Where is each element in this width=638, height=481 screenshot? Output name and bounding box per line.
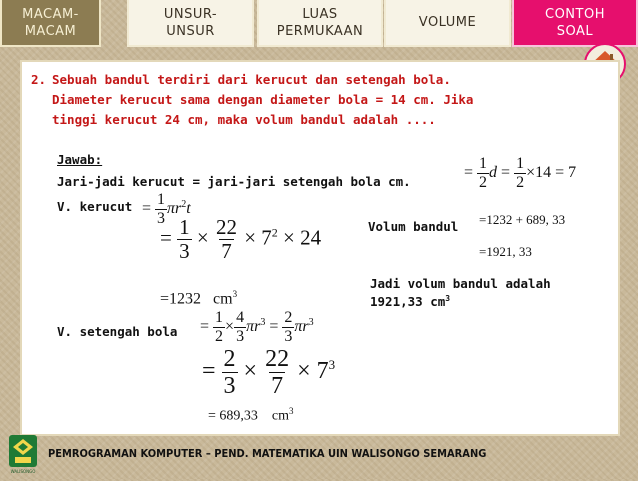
answer-heading: Jawab: <box>57 152 103 167</box>
cone-result: =1232 $cm^3$ <box>160 289 238 308</box>
conclusion-value: 1921,33 cm <box>370 294 446 310</box>
radius-formula: = $\frac{1}{2}$ d = $\frac{1}{2}$ ×14 = 7 <box>464 155 577 191</box>
tab-contoh-soal[interactable] <box>512 0 638 47</box>
total-volume-result-value: 1921, 33 <box>486 244 532 259</box>
radius-statement: Jari-jadi kerucut = jari-jari setengah bola cm. <box>57 174 411 189</box>
logo-caption: WALISONGO <box>10 469 36 474</box>
problem-line-3: tinggi kerucut 24 cm, maka volum bandul adalah .... <box>52 112 436 127</box>
tab-unsur-unsur-label: UNSUR- UNSUR <box>163 6 218 39</box>
cone-unit-exp: 3 <box>232 289 238 299</box>
tab-luas-permukaan[interactable] <box>257 0 383 47</box>
tab-macam-macam-label: MACAM- MACAM <box>22 6 79 39</box>
footer-text: PEMROGRAMAN KOMPUTER – PEND. MATEMATIKA UIN WALISONGO SEMARANG <box>48 447 487 460</box>
conclusion-exp: 3 <box>445 294 451 303</box>
hemisphere-unit: cm <box>271 408 290 424</box>
hemisphere-formula: = $\frac{1}{2}$ × $\frac{4}{3}$ $\pi r^3$ = $\frac{2}{3}$ $\pi r^3$ <box>200 309 314 345</box>
tab-luas-permukaan-label: LUAS PERMUKAAN <box>276 6 364 39</box>
tab-unsur-unsur[interactable] <box>127 0 254 47</box>
uin-walisongo-logo <box>3 433 43 477</box>
tab-volume-label: VOLUME <box>418 15 477 30</box>
hemisphere-result-value: 689,33 <box>219 408 258 424</box>
problem-number: 2. <box>31 72 47 87</box>
total-volume-label: Volum bandul <box>368 219 459 234</box>
cone-label: V. kerucut <box>57 199 133 214</box>
conclusion-line-2 <box>370 294 450 309</box>
hemisphere-substitution: = $\frac{2}{3}$ × $\frac{22}{7}$ × $7^3$ <box>202 346 336 399</box>
content-panel <box>20 60 620 436</box>
cone-result-value: 1232 <box>169 290 202 308</box>
tab-volume[interactable] <box>384 0 511 47</box>
cone-formula: = $\frac{1}{3}$ $\pi r^2t$ <box>142 191 191 227</box>
total-volume-expr-value: 1232 + 689, 33 <box>486 212 566 227</box>
hemisphere-unit-exp: 3 <box>289 406 294 416</box>
total-volume-result: =1921, 33 <box>479 244 532 259</box>
problem-line-2: Diameter kerucut sama dengan diameter bola = 14 cm. Jika <box>52 92 474 107</box>
cone-substitution: = $\frac{1}{3}$ × $\frac{22}{7}$ × $7^2 \times 24$ <box>160 215 322 263</box>
total-volume-expr: =1232 + 689, 33 <box>479 212 566 227</box>
tab-contoh-soal-label: CONTOH SOAL <box>545 6 605 39</box>
hemisphere-result: = 689,33 $cm^3$ <box>208 406 294 424</box>
problem-line-1: Sebuah bandul terdiri dari kerucut dan setengah bola. <box>52 72 451 87</box>
tab-macam-macam[interactable] <box>0 0 101 47</box>
hemisphere-label: V. setengah bola <box>57 324 178 339</box>
conclusion-line-1: Jadi volum bandul adalah <box>370 276 551 291</box>
cone-unit: cm <box>213 290 233 308</box>
